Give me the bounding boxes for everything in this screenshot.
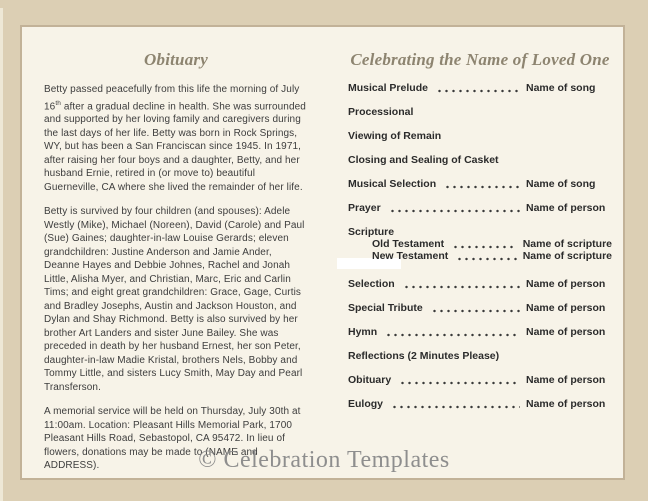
scan-edge-artifact xyxy=(0,8,3,501)
obituary-paragraph-1-continued: after a gradual decline in health. She was surrounded and supported by her loving family and caregivers during the last days of her life. Betty was born in Rock Springs, WY, but has been a San Franciscan since 1945. In 1971, after raising her four boys and a daughter, Betty, and her husband Ernie, retired in (or move to) beautiful Guerneville, CA where she lived the remainder of her life. xyxy=(44,100,306,193)
obituary-paragraph-2: Betty is survived by four children (and spouses): Adele Westly (Mike), Michael (Noreen), David (Carole) and Paul (Sue) Gaines; daughter-in-law Louise Gerards; eleven grandchildren: Justine Anderson and Jamie Ander, Deanne Hayes and Debbie Johnes, Rachel and Jonah Little, Alisha Myer, and Christian, Marc, Eric and Carlin Tims; and eight great grandchildren: Grace, Gage, Curtis and Bradley Josephs, Austin and Jackson Houston, and Dylan and Shay Richmond. Betty is also survived by her brother Art Landers and sister June Bailey. She was preceded in death by her husband Ernest, her son Peter, daughter-in-law Madie Kristal, brothers Nels, Bobby and Tommy Little, and sisters Lucy Smith, May Day and Pearl Transferson. xyxy=(44,206,305,393)
dotted-leader xyxy=(431,309,520,313)
program-row-reflections xyxy=(348,350,612,362)
program-row-viewing-of-remain xyxy=(348,130,612,142)
program-label: Viewing of Remain xyxy=(348,130,442,142)
program-list xyxy=(348,82,612,410)
program-label: Old Testament xyxy=(372,238,445,250)
obituary-column xyxy=(44,50,308,484)
program-label: Closing and Sealing of Casket xyxy=(348,154,499,166)
dotted-leader xyxy=(385,333,520,337)
obituary-paragraph-3: A memorial service will be held on Thursday, July 30th at 11:00am. Location: Pleasant Hills Memorial Park, 1700 Pleasant Hills Road, Sebastopol, CA 95472. In lieu of flowers, donations may be made to (NAME and ADDRESS). xyxy=(44,406,301,472)
program-row-musical-selection xyxy=(348,178,612,190)
dotted-leader xyxy=(399,381,520,385)
program-row-prayer xyxy=(348,202,612,214)
program-value: Name of person xyxy=(526,278,606,290)
program-label: Processional xyxy=(348,106,414,118)
watermark-text: © Celebration Templates xyxy=(198,447,450,473)
program-sheet xyxy=(20,25,625,480)
program-row-obituary xyxy=(348,374,612,386)
dotted-leader xyxy=(391,405,520,409)
program-label: Musical Selection xyxy=(348,178,437,190)
program-row-new-testament xyxy=(348,250,612,262)
dotted-leader xyxy=(444,185,520,189)
program-row-hymn xyxy=(348,326,612,338)
dotted-leader xyxy=(389,209,520,213)
program-label: New Testament xyxy=(372,250,449,262)
program-row-scripture xyxy=(348,226,612,238)
program-row-old-testament xyxy=(348,238,612,250)
program-row-closing-and-sealing xyxy=(348,154,612,166)
program-value: Name of scripture xyxy=(522,238,612,250)
order-of-service-column xyxy=(348,50,612,422)
dotted-leader xyxy=(456,257,516,261)
ordinal-superscript: th xyxy=(55,99,61,107)
program-value: Name of song xyxy=(526,178,596,190)
obituary-title: Obituary xyxy=(144,50,208,69)
program-label: Special Tribute xyxy=(348,302,423,314)
order-of-service-title: Celebrating the Name of Loved One xyxy=(350,50,610,69)
dotted-leader xyxy=(436,89,520,93)
program-label: Prayer xyxy=(348,202,381,214)
program-value: Name of song xyxy=(526,82,596,94)
program-value: Name of person xyxy=(526,326,606,338)
program-label: Reflections (2 Minutes Please) xyxy=(348,350,500,362)
dotted-leader xyxy=(403,285,520,289)
program-label: Obituary xyxy=(348,374,392,386)
program-row-processional xyxy=(348,106,612,118)
dotted-leader xyxy=(452,245,517,249)
obituary-paragraph-1 xyxy=(44,83,308,194)
program-value: Name of person xyxy=(526,302,606,314)
obituary-body xyxy=(44,83,308,473)
program-row-musical-prelude xyxy=(348,82,612,94)
program-value: Name of scripture xyxy=(522,250,612,262)
program-value: Name of person xyxy=(526,202,606,214)
program-label: Selection xyxy=(348,278,395,290)
program-label: Hymn xyxy=(348,326,378,338)
obituary-paragraph-1-text: Betty passed peacefully from this life the morning of July 16 xyxy=(44,84,300,112)
program-label: Eulogy xyxy=(348,398,384,410)
program-row-eulogy xyxy=(348,398,612,410)
program-label: Scripture xyxy=(348,226,395,238)
program-value: Name of person xyxy=(526,374,606,386)
program-value: Name of person xyxy=(526,398,606,410)
program-label: Musical Prelude xyxy=(348,82,428,94)
program-row-selection xyxy=(348,278,612,290)
program-row-special-tribute xyxy=(348,302,612,314)
